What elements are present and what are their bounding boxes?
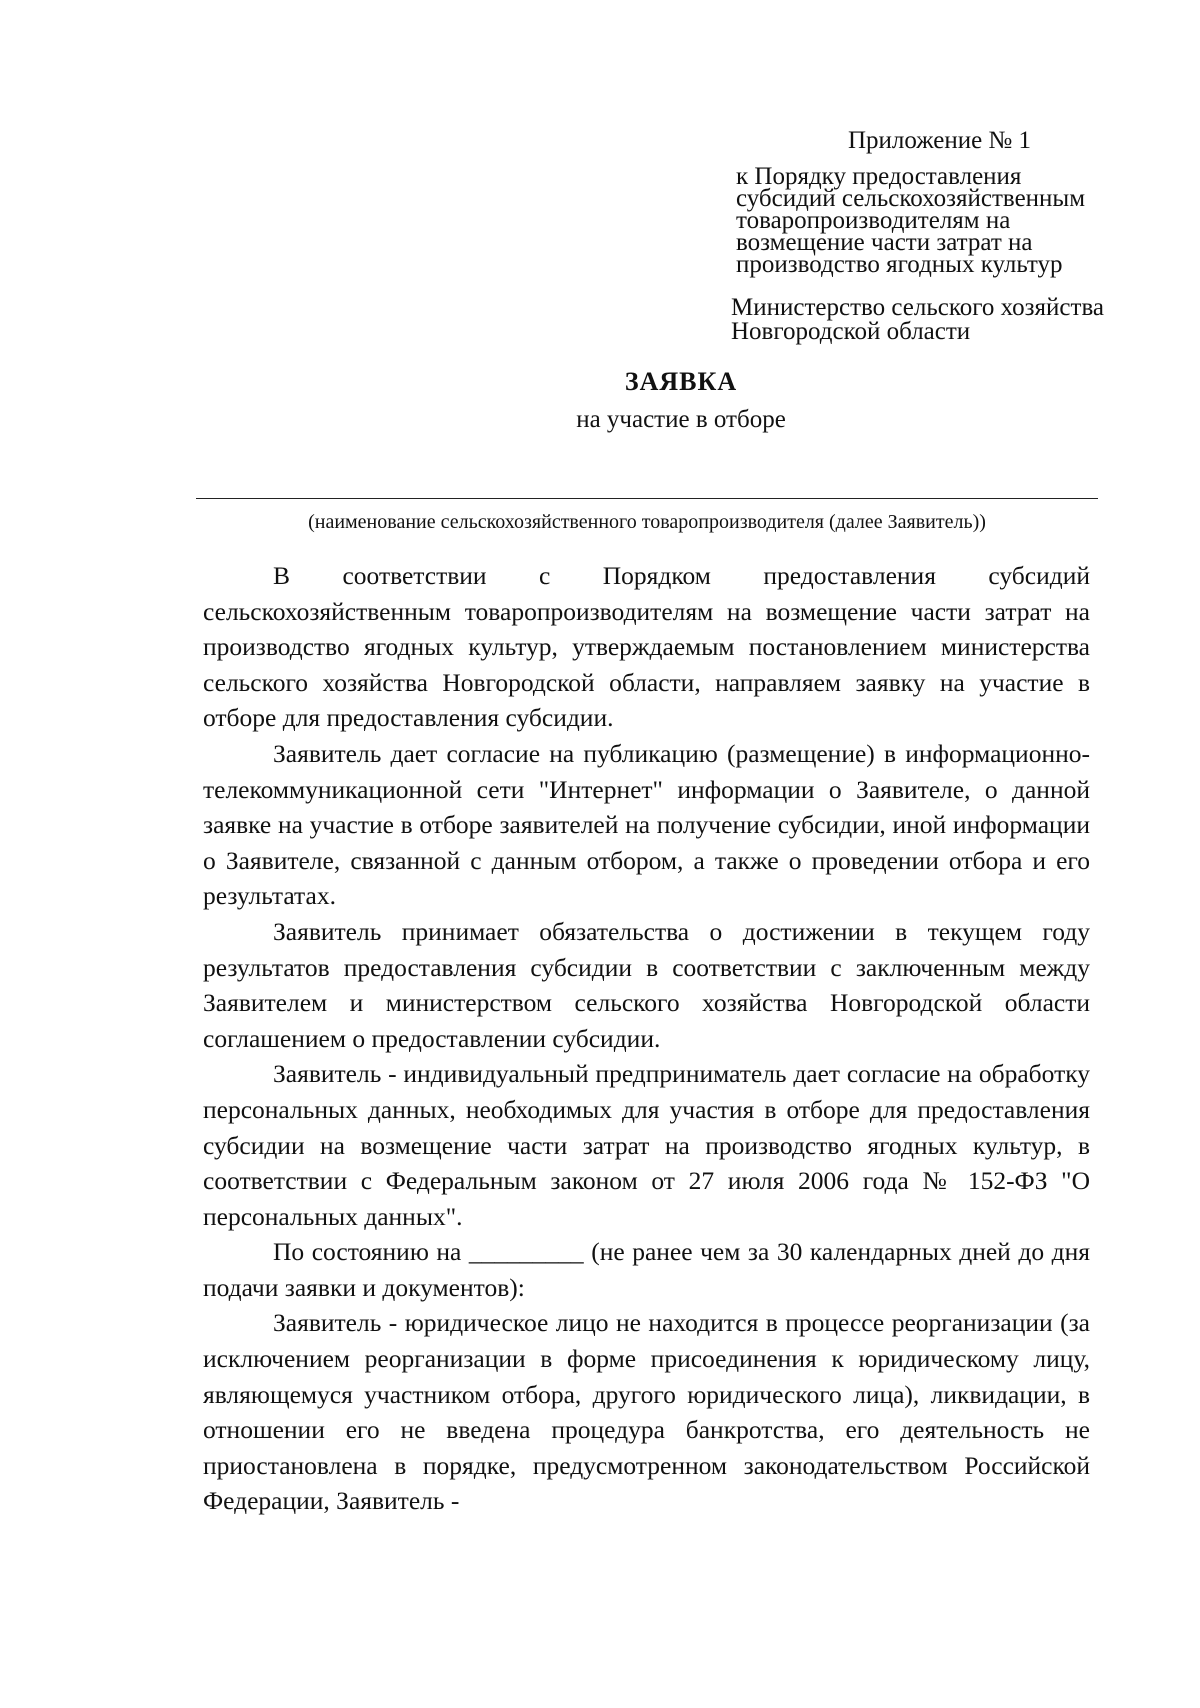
appendix-subtitle	[736, 163, 1086, 278]
applicant-name-blank-line	[196, 498, 1098, 499]
body-paragraph: Заявитель - индивидуальный предприниматель дает согласие на обработку персональных данных, необходимых для участия в отборе для предоставления субсидии на возмещение части затрат на производство ягодных культур, в соответствии с Федеральным законом от 27 июля 2006 года № 152-ФЗ "О персональных данных".	[203, 1059, 1090, 1231]
appendix-subtitle-line: товаропроизводителям на	[736, 207, 1011, 234]
document-title: ЗАЯВКА	[624, 367, 738, 396]
appendix-subtitle-line: производство ягодных культур	[736, 251, 1063, 278]
addressee	[731, 296, 1104, 344]
appendix-subtitle-line: субсидий сельскохозяйственным	[736, 185, 1086, 212]
body-paragraph: Заявитель принимает обязательства о достижении в текущем году результатов предоставления субсидии в соответствии с заключенным между Заявителем и министерством сельского хозяйства Новгородской области соглашением о предоставлении субсидии.	[203, 916, 1090, 1053]
addressee-line: Министерство сельского хозяйства	[731, 294, 1105, 321]
addressee-line: Новгородской области	[731, 318, 971, 345]
applicant-name-caption: (наименование сельскохозяйственного товаропроизводителя (далее Заявитель))	[308, 511, 986, 533]
appendix-subtitle-line: возмещение части затрат на	[736, 229, 1033, 256]
appendix-title: Приложение № 1	[848, 127, 1032, 154]
appendix-subtitle-line: к Порядку предоставления	[736, 163, 1022, 190]
body-paragraph: Заявитель дает согласие на публикацию (размещение) в информационно-телекоммуникационной сети "Интернет" информации о Заявителе, о данной заявке на участие в отборе заявителей на получение субсидии, иной информации о Заявителе, связанной с данным отбором, а также о проведении отбора и его результатах.	[203, 738, 1090, 911]
document-subtitle: на участие в отборе	[576, 406, 786, 433]
document-body	[203, 558, 1090, 1519]
body-paragraph: Заявитель - юридическое лицо не находится в процессе реорганизации (за исключением реорганизации в форме присоединения к юридическому лицу, являющемуся участником отбора, другого юридического лица), ликвидации, в отношении его не введена процедура банкротства, его деятельность не приостановлена в порядке, предусмотренном законодательством Российской Федерации, Заявитель -	[203, 1308, 1090, 1516]
body-paragraph: По состоянию на _________ (не ранее чем за 30 календарных дней до дня подачи заявки и документов):	[203, 1237, 1090, 1302]
body-paragraph: В соответствии с Порядком предоставления субсидий сельскохозяйственным товаропроизводителям на возмещение части затрат на производство ягодных культур, утверждаемым постановлением министерства сельского хозяйства Новгородской области, направляем заявку на участие в отборе для предоставления субсидии.	[203, 561, 1090, 733]
